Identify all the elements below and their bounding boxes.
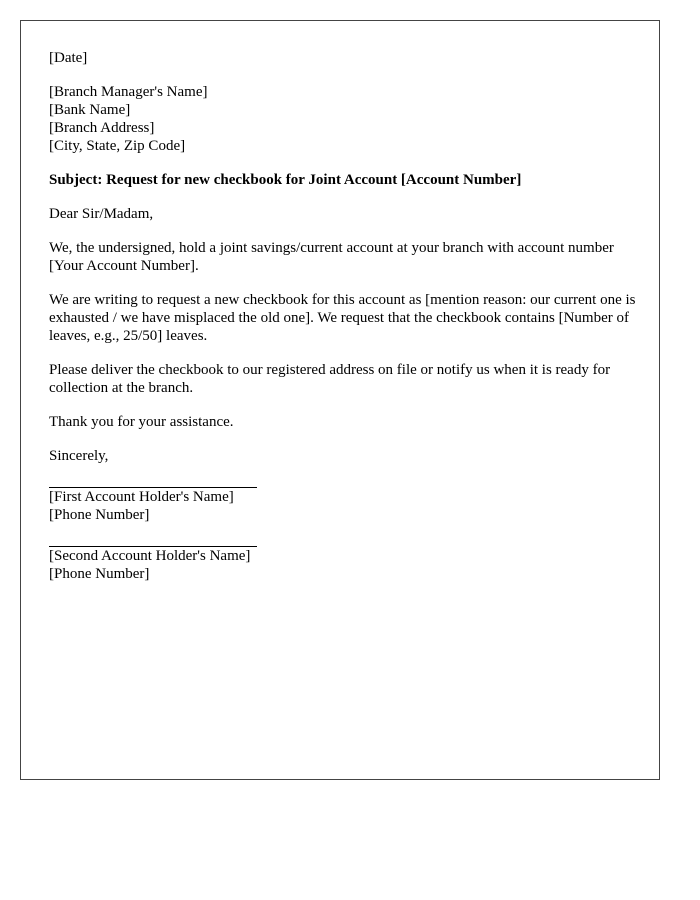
letter-body — [49, 49, 639, 583]
letter-closing: Sincerely, — [49, 448, 109, 464]
signatory-1-name: [First Account Holder's Name] — [49, 489, 234, 505]
signature-space-1 — [49, 465, 639, 487]
recipient-branch-address: [Branch Address] — [49, 120, 155, 136]
letter-paragraph-4: Thank you for your assistance. — [49, 414, 234, 430]
signature-space-2 — [49, 524, 639, 546]
letter-paragraph-1: We, the undersigned, hold a joint savings/current account at your branch with account number [Your Account Number]. — [49, 240, 614, 274]
letter-salutation: Dear Sir/Madam, — [49, 206, 154, 222]
signatory-block-2 — [49, 546, 639, 583]
signatory-block-1 — [49, 487, 639, 524]
signatory-2-phone: [Phone Number] — [49, 566, 150, 582]
letter-date: [Date] — [49, 50, 88, 66]
recipient-city-state-zip: [City, State, Zip Code] — [49, 138, 186, 154]
letter-subject: Subject: Request for new checkbook for Joint Account [Account Number] — [49, 172, 522, 188]
recipient-manager-name: [Branch Manager's Name] — [49, 84, 208, 100]
recipient-bank-name: [Bank Name] — [49, 102, 131, 118]
letter-paragraph-2: We are writing to request a new checkbook for this account as [mention reason: our current one is exhausted / we have misplaced the old one]. We request that the checkbook contains [Number of leaves, e.g., 25/50] leaves. — [49, 292, 636, 344]
recipient-address — [49, 83, 639, 155]
letter-paragraph-3: Please deliver the checkbook to our registered address on file or notify us when it is ready for collection at the branch. — [49, 362, 611, 396]
signatory-1-phone: [Phone Number] — [49, 507, 150, 523]
letter-page — [20, 20, 660, 780]
signatory-2-name: [Second Account Holder's Name] — [49, 548, 251, 564]
